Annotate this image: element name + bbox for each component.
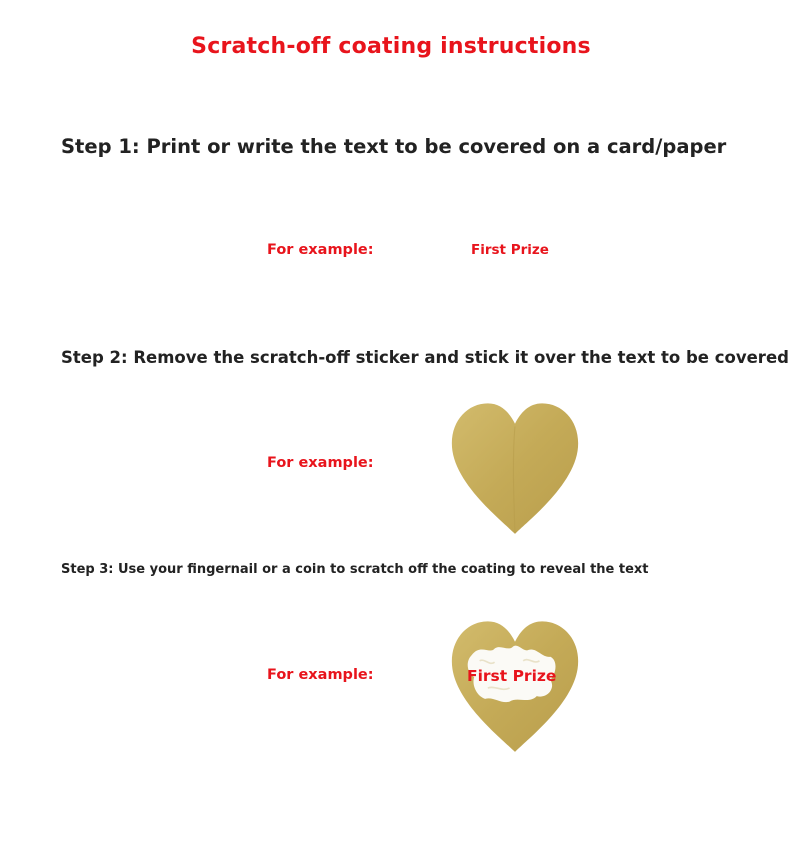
gold-heart-sticker-icon: [447, 402, 583, 538]
step-1-example-label: For example:: [267, 242, 374, 258]
step-1-example-text: First Prize: [471, 242, 549, 258]
step-2-instruction: Step 2: Remove the scratch-off sticker and stick it over the text to be covered: [61, 348, 789, 367]
step-3-instruction: Step 3: Use your fingernail or a coin to scratch off the coating to reveal the text: [61, 562, 649, 577]
step-1-instruction: Step 1: Print or write the text to be covered on a card/paper: [61, 135, 727, 158]
step-3-example-text: First Prize: [467, 667, 557, 685]
step-3-example-label: For example:: [267, 667, 374, 683]
scratched-heart-sticker-icon: [447, 620, 583, 756]
step-2-example-label: For example:: [267, 455, 374, 471]
page-title: Scratch-off coating instructions: [191, 34, 591, 59]
